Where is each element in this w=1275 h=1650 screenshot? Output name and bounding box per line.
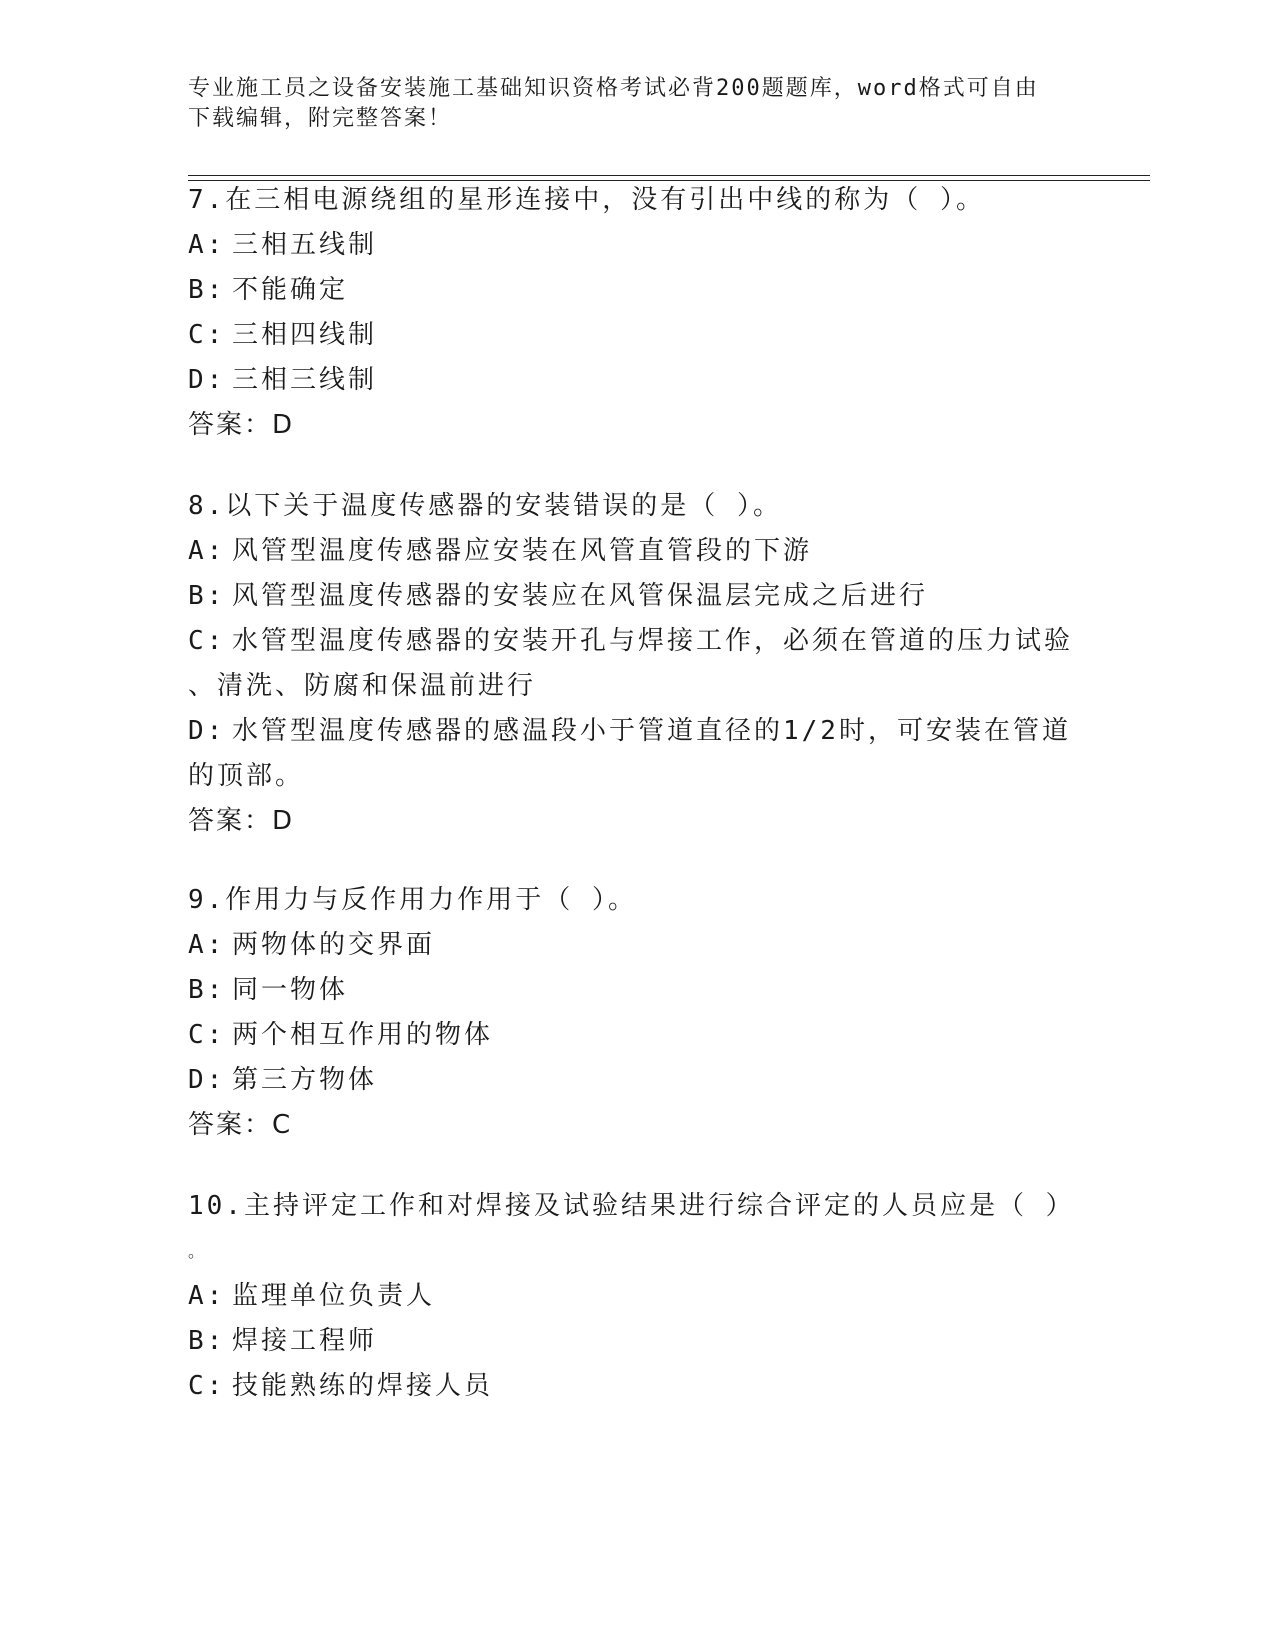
option-c bbox=[188, 1013, 1068, 1058]
option-c-continued: 、清洗、防腐和保温前进行 bbox=[188, 671, 537, 701]
option-text: 同一物体 bbox=[232, 975, 349, 1005]
option-text: 技能熟练的焊接人员 bbox=[232, 1371, 494, 1401]
question-stem-continued: 。 bbox=[188, 1242, 208, 1261]
option-text: 监理单位负责人 bbox=[232, 1281, 436, 1311]
option-d bbox=[188, 358, 1068, 403]
option-label: A: bbox=[188, 930, 226, 960]
option-a bbox=[188, 1274, 1068, 1319]
option-c bbox=[188, 313, 1068, 358]
option-a bbox=[188, 223, 1068, 268]
option-label: B: bbox=[188, 1326, 226, 1356]
answer-line: 答案：D bbox=[188, 806, 295, 836]
header-line-1: 专业施工员之设备安装施工基础知识资格考试必背200题题库，word格式可自由 bbox=[188, 76, 1039, 101]
option-b bbox=[188, 1319, 1068, 1364]
option-label: A: bbox=[188, 230, 226, 260]
document-header bbox=[188, 74, 1068, 134]
option-text: 三相四线制 bbox=[232, 320, 378, 350]
option-b bbox=[188, 968, 1068, 1013]
option-label: C: bbox=[188, 1371, 226, 1401]
question-8 bbox=[188, 484, 1074, 844]
answer-line: 答案：D bbox=[188, 410, 295, 440]
option-a bbox=[188, 529, 1068, 574]
option-d-continued: 的顶部。 bbox=[188, 761, 305, 791]
option-text: 风管型温度传感器的安装应在风管保温层完成之后进行 bbox=[232, 581, 929, 611]
option-label: D: bbox=[188, 1065, 226, 1095]
option-label: B: bbox=[188, 275, 226, 305]
option-label: B: bbox=[188, 975, 226, 1005]
answer-line: 答案：C bbox=[188, 1110, 293, 1140]
option-label: C: bbox=[188, 1020, 226, 1050]
option-text: 水管型温度传感器的安装开孔与焊接工作，必须在管道的压力试验 bbox=[232, 626, 1074, 656]
question-stem: 8.以下关于温度传感器的安装错误的是（ ）。 bbox=[188, 491, 782, 521]
option-label: C: bbox=[188, 626, 226, 656]
option-text: 两个相互作用的物体 bbox=[232, 1020, 494, 1050]
question-7 bbox=[188, 178, 1068, 448]
option-text: 焊接工程师 bbox=[232, 1326, 378, 1356]
option-label: D: bbox=[188, 716, 226, 746]
option-label: A: bbox=[188, 536, 226, 566]
option-text: 第三方物体 bbox=[232, 1065, 378, 1095]
header-divider-top bbox=[188, 175, 1150, 176]
option-label: A: bbox=[188, 1281, 226, 1311]
option-d bbox=[188, 1058, 1068, 1103]
option-text: 水管型温度传感器的感温段小于管道直径的1/2时，可安装在管道 bbox=[232, 716, 1071, 746]
option-text: 三相三线制 bbox=[232, 365, 378, 395]
option-text: 不能确定 bbox=[232, 275, 349, 305]
option-d bbox=[188, 709, 1071, 754]
option-b bbox=[188, 268, 1068, 313]
option-text: 三相五线制 bbox=[232, 230, 378, 260]
option-a bbox=[188, 923, 1068, 968]
option-b bbox=[188, 574, 1068, 619]
question-stem: 10.主持评定工作和对焊接及试验结果进行综合评定的人员应是（ ） bbox=[188, 1191, 1075, 1221]
header-line-2: 下载编辑，附完整答案！ bbox=[188, 106, 453, 131]
question-stem: 9.作用力与反作用力作用于（ ）。 bbox=[188, 885, 637, 915]
option-c bbox=[188, 619, 1074, 664]
option-c bbox=[188, 1364, 1068, 1409]
question-9 bbox=[188, 878, 1068, 1148]
option-label: D: bbox=[188, 365, 226, 395]
question-stem: 7.在三相电源绕组的星形连接中，没有引出中线的称为（ ）。 bbox=[188, 185, 985, 215]
option-label: B: bbox=[188, 581, 226, 611]
option-text: 两物体的交界面 bbox=[232, 930, 436, 960]
option-label: C: bbox=[188, 320, 226, 350]
option-text: 风管型温度传感器应安装在风管直管段的下游 bbox=[232, 536, 813, 566]
question-10 bbox=[188, 1184, 1075, 1409]
